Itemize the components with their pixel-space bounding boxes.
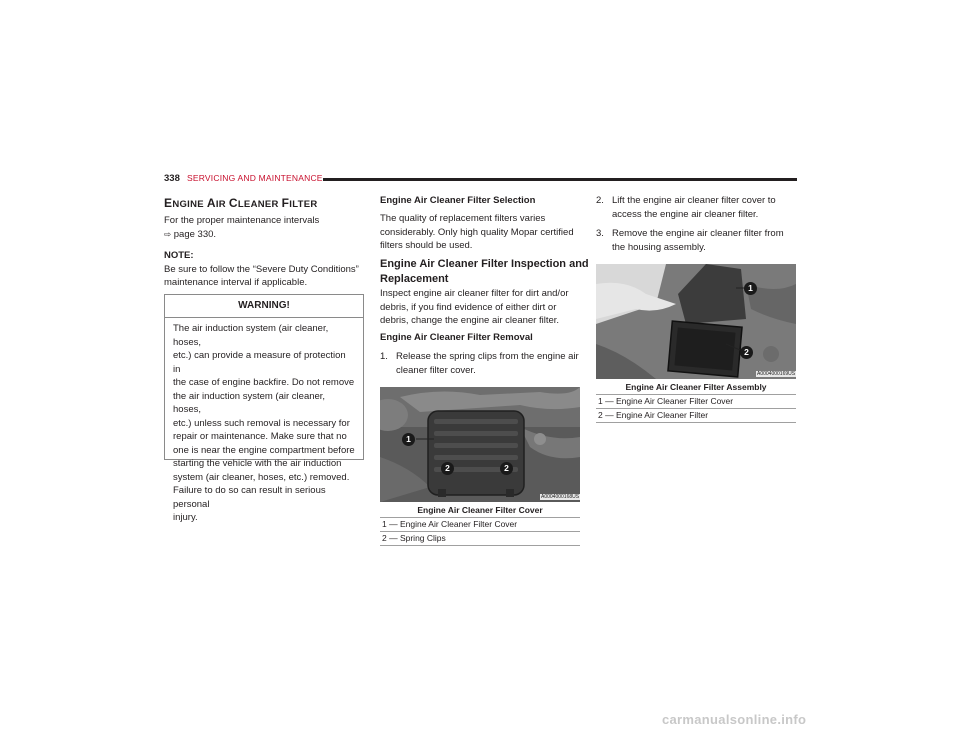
callout-2: 2 (740, 346, 753, 359)
intro-text: For the proper maintenance intervals ⇨ page 330. (164, 215, 320, 240)
step-3: 3. Remove the engine air cleaner filter from the housing assembly. (596, 228, 784, 253)
page-reference-link[interactable]: ⇨ page 330. (164, 228, 217, 240)
warning-box (164, 294, 364, 523)
figure-caption: Engine Air Cleaner Filter Assembly (625, 382, 767, 392)
step-1: 1. Release the spring clips from the engine air cleaner filter cover. (380, 351, 579, 376)
section-title: SERVICING AND MAINTENANCE (187, 173, 323, 183)
inspection-heading: Engine Air Cleaner Filter Inspection and Replacement (380, 258, 589, 285)
filter-assembly-illustration (596, 264, 796, 379)
callout-1: 1 (402, 433, 415, 446)
removal-heading: Engine Air Cleaner Filter Removal (380, 332, 533, 343)
legend-rule-bottom (380, 545, 580, 546)
watermark: carmanualsonline.info (662, 712, 807, 727)
figure-id: A0004000168US (541, 494, 580, 500)
figure-filter-cover (380, 387, 580, 502)
legend-rule-bottom (596, 422, 796, 423)
step-2: 2. Lift the engine air cleaner filter cover to access the engine air cleaner filter. (596, 195, 776, 220)
selection-heading: Engine Air Cleaner Filter Selection (380, 195, 536, 206)
inspection-text: Inspect engine air cleaner filter for dirt and/or debris, if you find evidence of either dirt or debris, change the engine air cleaner filter. (380, 288, 569, 326)
legend-item: 2 — Engine Air Cleaner Filter (598, 410, 709, 420)
figure-caption: Engine Air Cleaner Filter Cover (417, 505, 543, 515)
legend-item: 1 — Engine Air Cleaner Filter Cover (382, 519, 518, 529)
arrow-right-icon: ⇨ (164, 228, 172, 239)
page-number: 338 (164, 173, 180, 184)
legend-item: 1 — Engine Air Cleaner Filter Cover (598, 396, 734, 406)
figure-id: A0004000169US (757, 371, 796, 377)
callout-2b: 2 (500, 462, 513, 475)
warning-title: WARNING! (165, 295, 363, 318)
figure-filter-assembly (596, 264, 796, 379)
legend-item: 2 — Spring Clips (382, 533, 446, 543)
callout-2a: 2 (441, 462, 454, 475)
warning-body: The air induction system (air cleaner, hoses, etc.) can provide a measure of protection in the case of engine backfire. Do not remove the air induction system (air cleaner, hoses, etc.) unless such removal is necessary for repair or maintenance. Make sure that no one is near the engine compartment before starting the vehicle with the air induction system (air cleaner, hoses, etc.) removed. Failure to do so can result in serious personal injury. (173, 323, 355, 523)
callout-1: 1 (744, 282, 757, 295)
header-rule (323, 178, 797, 181)
page-heading: ENGINE AIR CLEANER FILTER (164, 196, 318, 210)
note: NOTE: Be sure to follow the “Severe Duty Conditions” maintenance interval if applicable. (164, 250, 359, 288)
selection-text: The quality of replacement filters varies considerably. Only high quality Mopar certified filters should be used. (380, 213, 574, 251)
